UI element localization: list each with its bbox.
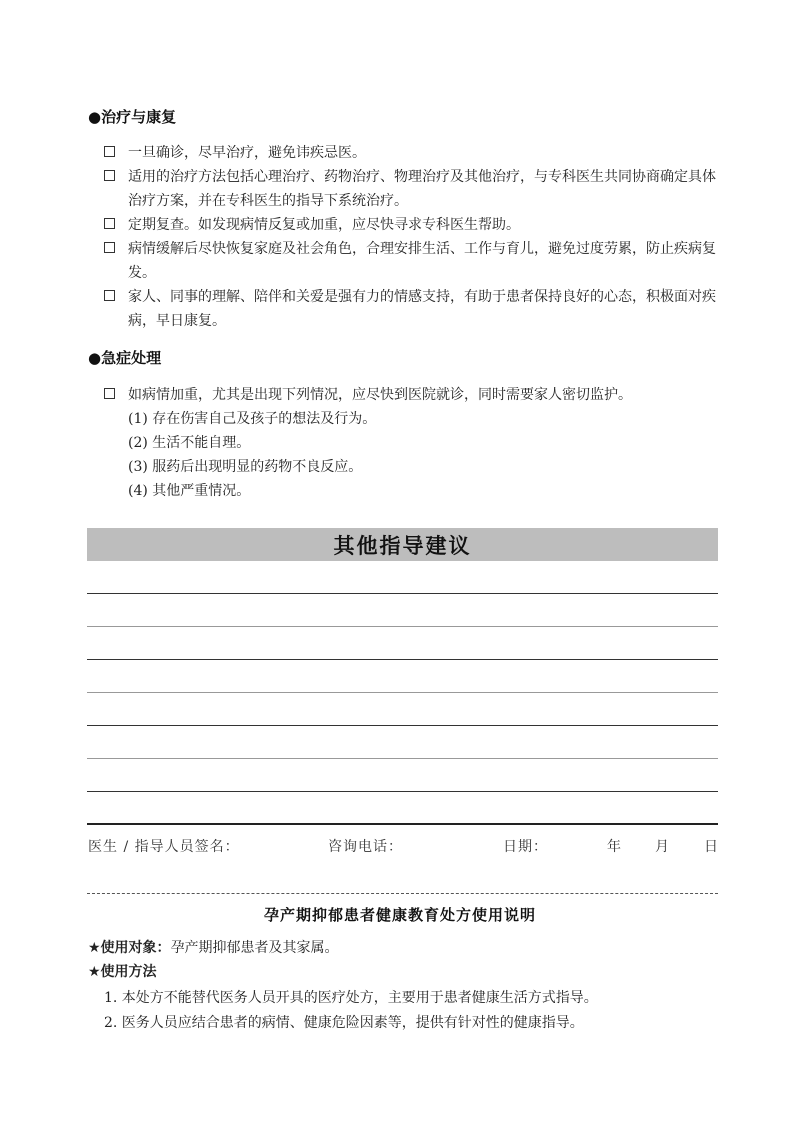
checklist-item-text: 定期复查。如发现病情反复或加重，应尽快寻求专科医生帮助。	[128, 217, 520, 233]
checkbox-icon[interactable]	[104, 290, 115, 301]
month-label: 月	[655, 839, 670, 855]
usage-method-label: ★使用方法	[88, 964, 157, 980]
sub-item: (2) 生活不能自理。	[128, 435, 251, 451]
checklist-item-text: 一旦确诊，尽早治疗，避免讳疾忌医。	[128, 145, 366, 161]
signature-divider	[87, 823, 718, 825]
checkbox-icon[interactable]	[104, 218, 115, 229]
section-title-emergency: ●急症处理	[88, 349, 162, 367]
usage-method	[88, 962, 157, 982]
checkbox-icon[interactable]	[104, 242, 115, 253]
dotted-divider	[87, 893, 718, 894]
doctor-signature-label: 医生 / 指导人员签名：	[88, 839, 240, 855]
checklist-item	[104, 237, 720, 285]
instructions-title: 孕产期抑郁患者健康教育处方使用说明	[263, 906, 536, 924]
checklist-item	[104, 141, 720, 165]
checklist-item	[104, 165, 720, 213]
writing-line[interactable]	[87, 692, 718, 693]
method-item: 2. 医务人员应结合患者的病情、健康危险因素等，提供有针对性的健康指导。	[104, 1015, 584, 1031]
writing-line[interactable]	[87, 593, 718, 594]
sub-item: (4) 其他严重情况。	[128, 483, 251, 499]
checkbox-icon[interactable]	[104, 388, 115, 399]
checklist-item-text: 家人、同事的理解、陪伴和关爱是强有力的情感支持，有助于患者保持良好的心态，积极面对疾病，早日康复。	[128, 289, 716, 329]
checkbox-icon[interactable]	[104, 170, 115, 181]
usage-target-text: 孕产期抑郁患者及其家属。	[170, 940, 339, 956]
section-title-treatment: ●治疗与康复	[88, 108, 177, 126]
checklist-item	[104, 213, 720, 237]
phone-label: 咨询电话：	[328, 839, 403, 855]
usage-target-label: ★使用对象：	[88, 940, 171, 956]
writing-line[interactable]	[87, 758, 718, 759]
checklist-item	[104, 383, 720, 407]
year-label: 年	[607, 839, 622, 855]
checklist-item-text: 病情缓解后尽快恢复家庭及社会角色，合理安排生活、工作与育儿，避免过度劳累，防止疾病复发。	[128, 241, 716, 281]
writing-line[interactable]	[87, 725, 718, 726]
writing-line[interactable]	[87, 659, 718, 660]
usage-target	[88, 938, 339, 958]
checkbox-icon[interactable]	[104, 146, 115, 157]
checklist-item	[104, 285, 720, 333]
sub-item: (1) 存在伤害自己及孩子的想法及行为。	[128, 411, 377, 427]
day-label: 日	[704, 839, 719, 855]
checklist-item-text: 如病情加重，尤其是出现下列情况，应尽快到医院就诊，同时需要家人密切监护。	[128, 387, 632, 403]
checklist-item-text: 适用的治疗方法包括心理治疗、药物治疗、物理治疗及其他治疗，与专科医生共同协商确定具体治疗方案，并在专科医生的指导下系统治疗。	[128, 169, 716, 209]
writing-line[interactable]	[87, 791, 718, 792]
date-label: 日期：	[503, 839, 548, 855]
method-item: 1. 本处方不能替代医务人员开具的医疗处方，主要用于患者健康生活方式指导。	[104, 990, 598, 1006]
writing-line[interactable]	[87, 626, 718, 627]
other-guidance-banner: 其他指导建议	[87, 528, 718, 561]
sub-item: (3) 服药后出现明显的药物不良反应。	[128, 459, 363, 475]
